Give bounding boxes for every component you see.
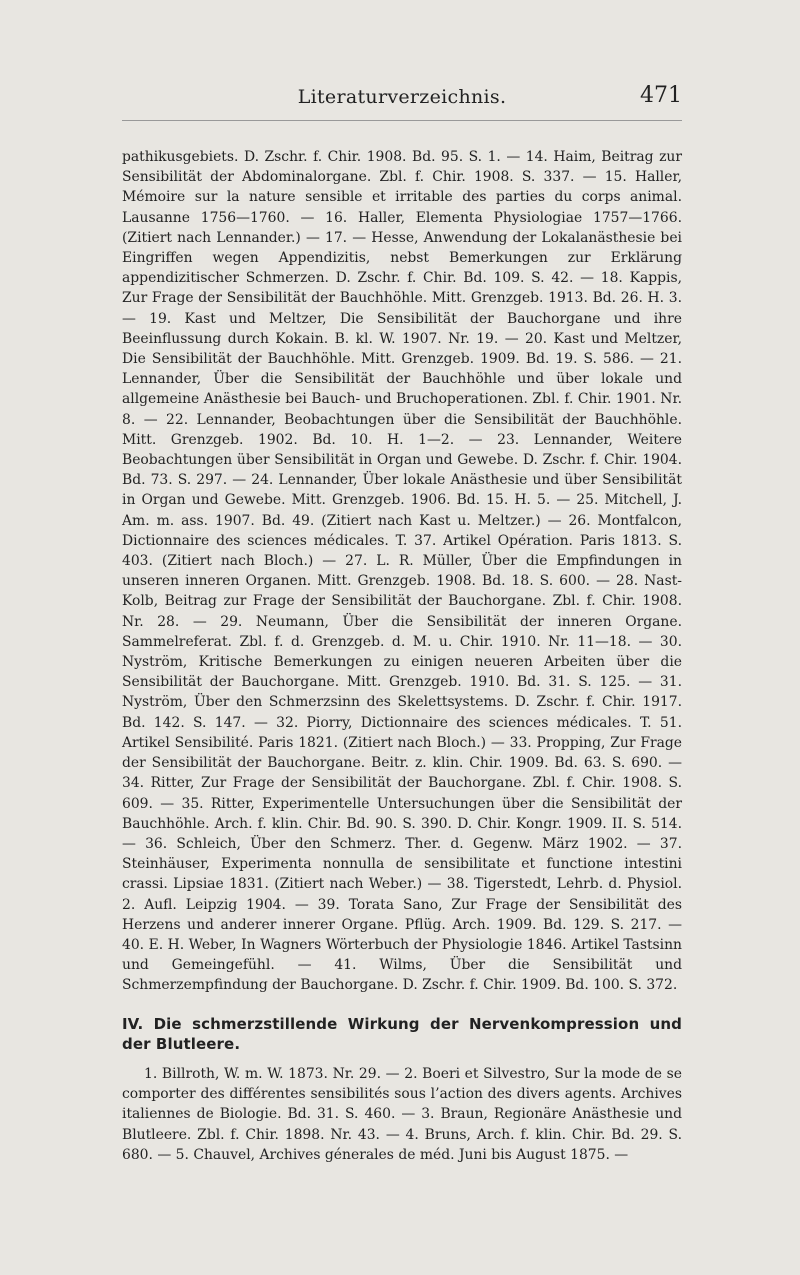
running-head: Literaturverzeichnis. [297, 86, 507, 108]
page-number: 471 [640, 83, 682, 108]
section-heading: IV. Die schmerzstillende Wirkung der Nervenkompression und der Blutleere. [122, 1014, 682, 1053]
section-references: 1. Billroth, W. m. W. 1873. Nr. 29. — 2. Boeri et Silvestro, Sur la mode de se comporter des différentes sensibilités sous l’action des divers agents. Archives italiennes de Biologie. Bd. 31. S. 460. — 3. Braun, Regionäre Anästhesie und Blutleere. Zbl. f. Chir. 1898. Nr. 43. — 4. Bruns, Arch. f. klin. Chir. Bd. 29. S. 680. — 5. Chauvel, Archives génerales de méd. Juni bis August 1875. — [122, 1065, 682, 1163]
references-body [122, 147, 682, 1165]
page-header [122, 83, 682, 116]
header-rule [122, 120, 682, 121]
references-continued: pathikusgebiets. D. Zschr. f. Chir. 1908. Bd. 95. S. 1. — 14. Haim, Beitrag zur Sensibilität der Abdominalorgane. Zbl. f. Chir. 1908. S. 337. — 15. Haller, Mémoire sur la nature sensible et irritable des parties du corps animal. Lausanne 1756—1760. — 16. Haller, Elementa Physiologiae 1757—1766. (Zitiert nach Lennander.) — 17. — Hesse, Anwendung der Lokalanästhesie bei Eingriffen wegen Appendizitis, nebst Bemerkungen zur Erklärung appendizitischer Schmerzen. D. Zschr. f. Chir. Bd. 109. S. 42. — 18. Kappis, Zur Frage der Sensibilität der Bauchhöhle. Mitt. Grenzgeb. 1913. Bd. 26. H. 3. — 19. Kast und Meltzer, Die Sensibilität der Bauchorgane und ihre Beeinflussung durch Kokain. B. kl. W. 1907. Nr. 19. — 20. Kast und Meltzer, Die Sensibilität der Bauchhöhle. Mitt. Grenzgeb. 1909. Bd. 19. S. 586. — 21. Lennander, Über die Sensibilität der Bauchhöhle und über lokale und allgemeine Anästhesie bei Bauch- und Bruchoperationen. Zbl. f. Chir. 1901. Nr. 8. — 22. Lennander, Beobachtungen über die Sensibilität der Bauchhöhle. Mitt. Grenzgeb. 1902. Bd. 10. H. 1—2. — 23. Lennander, Weitere Beobachtungen über Sensibilität in Organ und Gewebe. D. Zschr. f. Chir. 1904. Bd. 73. S. 297. — 24. Lennander, Über lokale Anästhesie und über Sensibilität in Organ und Gewebe. Mitt. Grenzgeb. 1906. Bd. 15. H. 5. — 25. Mitchell, J. Am. m. ass. 1907. Bd. 49. (Zitiert nach Kast u. Meltzer.) — 26. Montfalcon, Dictionnaire des sciences médicales. T. 37. Artikel Opération. Paris 1813. S. 403. (Zitiert nach Bloch.) — 27. L. R. Müller, Über die Empfindungen in unseren inneren Organen. Mitt. Grenzgeb. 1908. Bd. 18. S. 600. — 28. Nast-Kolb, Beitrag zur Frage der Sensibilität der Bauchorgane. Zbl. f. Chir. 1908. Nr. 28. — 29. Neumann, Über die Sensibilität der inneren Organe. Sammelreferat. Zbl. f. d. Grenzgeb. d. M. u. Chir. 1910. Nr. 11—18. — 30. Nyström, Kritische Bemerkungen zu einigen neueren Arbeiten über die Sensibilität der Bauchorgane. Mitt. Grenzgeb. 1910. Bd. 31. S. 125. — 31. Nyström, Über den Schmerzsinn des Skelettsystems. D. Zschr. f. Chir. 1917. Bd. 142. S. 147. — 32. Piorry, Dictionnaire des sciences médicales. T. 51. Artikel Sensibilité. Paris 1821. (Zitiert nach Bloch.) — 33. Propping, Zur Frage der Sensibilität der Bauchorgane. Beitr. z. klin. Chir. 1909. Bd. 63. S. 690. — 34. Ritter, Zur Frage der Sensibilität der Bauchorgane. Zbl. f. Chir. 1908. S. 609. — 35. Ritter, Experimentelle Untersuchungen über die Sensibilität der Bauchhöhle. Arch. f. klin. Chir. Bd. 90. S. 390. D. Chir. Kongr. 1909. II. S. 514. — 36. Schleich, Über den Schmerz. Ther. d. Gegenw. März 1902. — 37. Steinhäuser, Experimenta nonnulla de sensibilitate et functione intestini crassi. Lipsiae 1831. (Zitiert nach Weber.) — 38. Tigerstedt, Lehrb. d. Physiol. 2. Aufl. Leipzig 1904. — 39. Torata Sano, Zur Frage der Sensibilität des Herzens und anderer innerer Organe. Pflüg. Arch. 1909. Bd. 129. S. 217. — 40. E. H. Weber, In Wagners Wörterbuch der Physiologie 1846. Artikel Tastsinn und Gemeingefühl. — 41. Wilms, Über die Sensibilität und Schmerzempfindung der Bauchorgane. D. Zschr. f. Chir. 1909. Bd. 100. S. 372. [122, 149, 682, 994]
